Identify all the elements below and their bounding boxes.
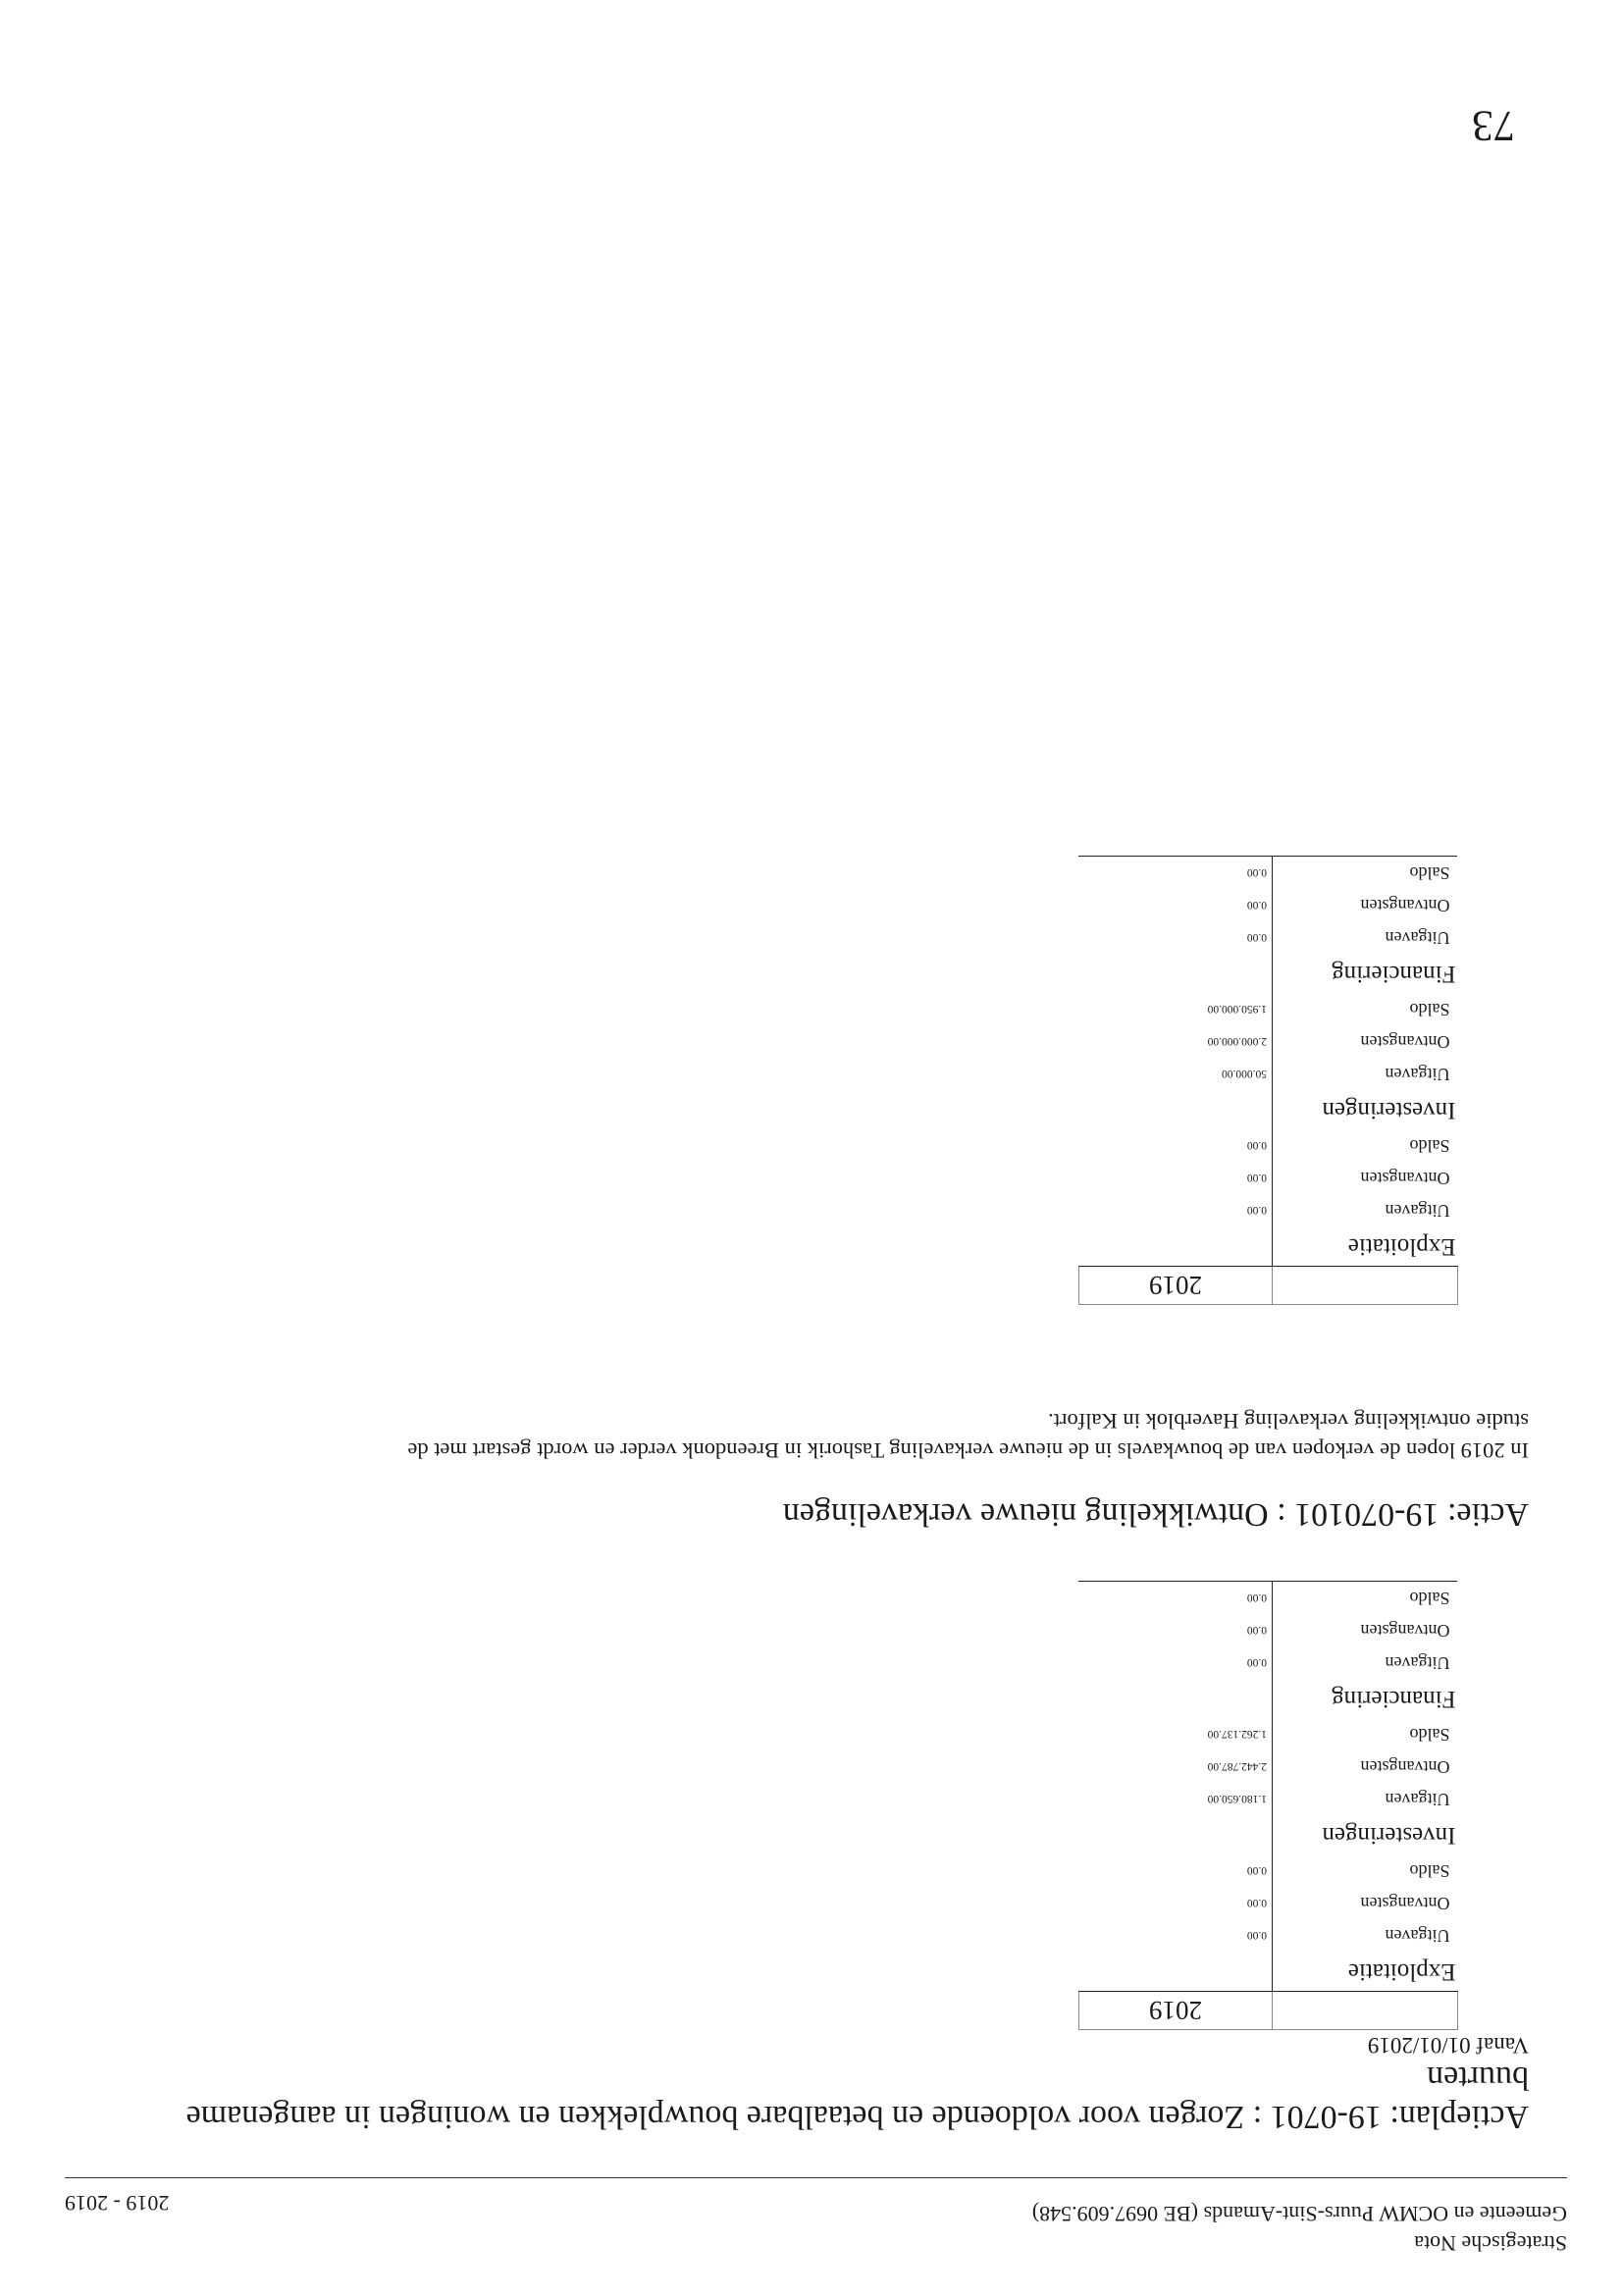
- row-label: Ontvangsten: [1273, 889, 1458, 921]
- row-label: Saldo: [1273, 1718, 1458, 1750]
- row-label: Uitgaven: [1273, 1194, 1458, 1226]
- row-label: Uitgaven: [1273, 1919, 1458, 1952]
- row-label: Ontvangsten: [1273, 1025, 1458, 1058]
- row-label: Uitgaven: [1273, 1058, 1458, 1090]
- row-label: Ontvangsten: [1273, 1614, 1458, 1646]
- row-value: 2.442.787.00: [1207, 1760, 1267, 1773]
- row-label: Ontvangsten: [1273, 1887, 1458, 1919]
- section-label: Financiering: [1273, 1679, 1458, 1718]
- organisation-name: Gemeente en OCMW Puurs-Sint-Amands (BE 0697.609.548): [1031, 2202, 1567, 2226]
- section-value-cell: [1079, 1226, 1273, 1267]
- actieplan-heading-line1: Actieplan: 19-0701 : Zorgen voor voldoende en betaalbare bouwplekken en woningen in aangename: [185, 2099, 1529, 2135]
- row-value: 2.000.000.00: [1207, 1035, 1267, 1048]
- section-row: [1079, 1226, 1458, 1267]
- row-label: Ontvangsten: [1273, 1750, 1458, 1783]
- period-label: 2019 - 2019: [65, 2191, 170, 2216]
- table-row: [1079, 1614, 1458, 1646]
- section-row: [1079, 1090, 1458, 1129]
- table-corner-cell: [1273, 1992, 1458, 2030]
- row-label: Saldo: [1273, 857, 1458, 890]
- table-row: [1079, 1750, 1458, 1783]
- table-row: [1079, 921, 1458, 954]
- row-value: 0.00: [1246, 1929, 1267, 1942]
- table-year-header: 2019: [1079, 1992, 1273, 2030]
- table-row: [1079, 1058, 1458, 1090]
- row-value: 0.00: [1246, 899, 1267, 912]
- table-row: [1079, 1887, 1458, 1919]
- page-number: 73: [1472, 102, 1515, 150]
- actieplan-start-date: Vanaf 01/01/2019: [1367, 2033, 1529, 2058]
- row-value: 0.00: [1246, 931, 1267, 944]
- page-header: [1032, 2199, 1567, 2258]
- section-label: Exploitatie: [1273, 1952, 1458, 1992]
- actie-description: [96, 1406, 1529, 1465]
- table-row: [1079, 1718, 1458, 1750]
- table-row: [1079, 857, 1458, 890]
- header-divider: [65, 2177, 1567, 2178]
- table-row: [1079, 1646, 1458, 1679]
- row-value: 0.00: [1079, 1582, 1273, 1615]
- table-row: [1079, 1194, 1458, 1226]
- actie-heading: Actie: 19-070101 : Ontwikkeling nieuwe verkavelingen: [782, 1496, 1529, 1533]
- row-value: 0.00: [1079, 857, 1273, 890]
- section-label: Exploitatie: [1273, 1226, 1458, 1267]
- section-value-cell: [1079, 1090, 1273, 1129]
- row-label: Saldo: [1273, 1854, 1458, 1887]
- section-value-cell: [1079, 1815, 1273, 1854]
- row-label: Uitgaven: [1273, 1783, 1458, 1815]
- row-value: 1.262.137.00: [1207, 1728, 1267, 1741]
- table-row: [1079, 993, 1458, 1025]
- section-row: [1079, 954, 1458, 993]
- row-label: Saldo: [1273, 993, 1458, 1025]
- section-value-cell: [1079, 954, 1273, 993]
- row-value: 1.950.000.00: [1207, 1003, 1267, 1016]
- table-row: [1079, 1025, 1458, 1058]
- row-label: Uitgaven: [1273, 921, 1458, 954]
- section-row: [1079, 1679, 1458, 1718]
- table-row: [1079, 1783, 1458, 1815]
- row-value: 1.180.650.00: [1207, 1793, 1267, 1805]
- row-value: 0.00: [1246, 1656, 1267, 1669]
- section-label: Investeringen: [1273, 1090, 1458, 1129]
- document-title: Strategische Nota: [1414, 2231, 1567, 2256]
- row-value: 0.00: [1246, 1897, 1267, 1909]
- row-label: Uitgaven: [1273, 1646, 1458, 1679]
- row-value: 50.000.00: [1222, 1068, 1267, 1080]
- table-row: [1079, 889, 1458, 921]
- actieplan-heading: [96, 2058, 1529, 2136]
- actieplan-budget-table: [1078, 1581, 1458, 2030]
- row-value: 0.00: [1246, 1864, 1267, 1877]
- row-label: Saldo: [1273, 1129, 1458, 1162]
- section-value-cell: [1079, 1679, 1273, 1718]
- row-label: Saldo: [1273, 1582, 1458, 1615]
- section-row: [1079, 1952, 1458, 1992]
- section-label: Financiering: [1273, 954, 1458, 993]
- section-label: Investeringen: [1273, 1815, 1458, 1854]
- actie-description-line1: In 2019 lopen de verkopen van de bouwkavels in de nieuwe verkaveling Tashorik in Breendonk verder en wordt gestart met de: [407, 1438, 1529, 1463]
- actieplan-heading-line2: buurten: [1427, 2060, 1529, 2096]
- table-row: [1079, 1129, 1458, 1162]
- section-value-cell: [1079, 1952, 1273, 1992]
- actie-description-line2: studie ontwikkeling verkaveling Haverblok in Kalfort.: [1048, 1409, 1529, 1434]
- row-value: 0.00: [1246, 1624, 1267, 1637]
- row-value: 0.00: [1246, 1204, 1267, 1217]
- actie-budget-table: [1078, 856, 1458, 1305]
- section-row: [1079, 1815, 1458, 1854]
- row-label: Ontvangsten: [1273, 1162, 1458, 1194]
- table-year-header: 2019: [1079, 1267, 1273, 1305]
- table-corner-cell: [1273, 1267, 1458, 1305]
- table-row: [1079, 1919, 1458, 1952]
- row-value: 0.00: [1246, 1139, 1267, 1152]
- table-row: [1079, 1582, 1458, 1615]
- row-value: 0.00: [1246, 1172, 1267, 1184]
- table-row: [1079, 1854, 1458, 1887]
- table-row: [1079, 1162, 1458, 1194]
